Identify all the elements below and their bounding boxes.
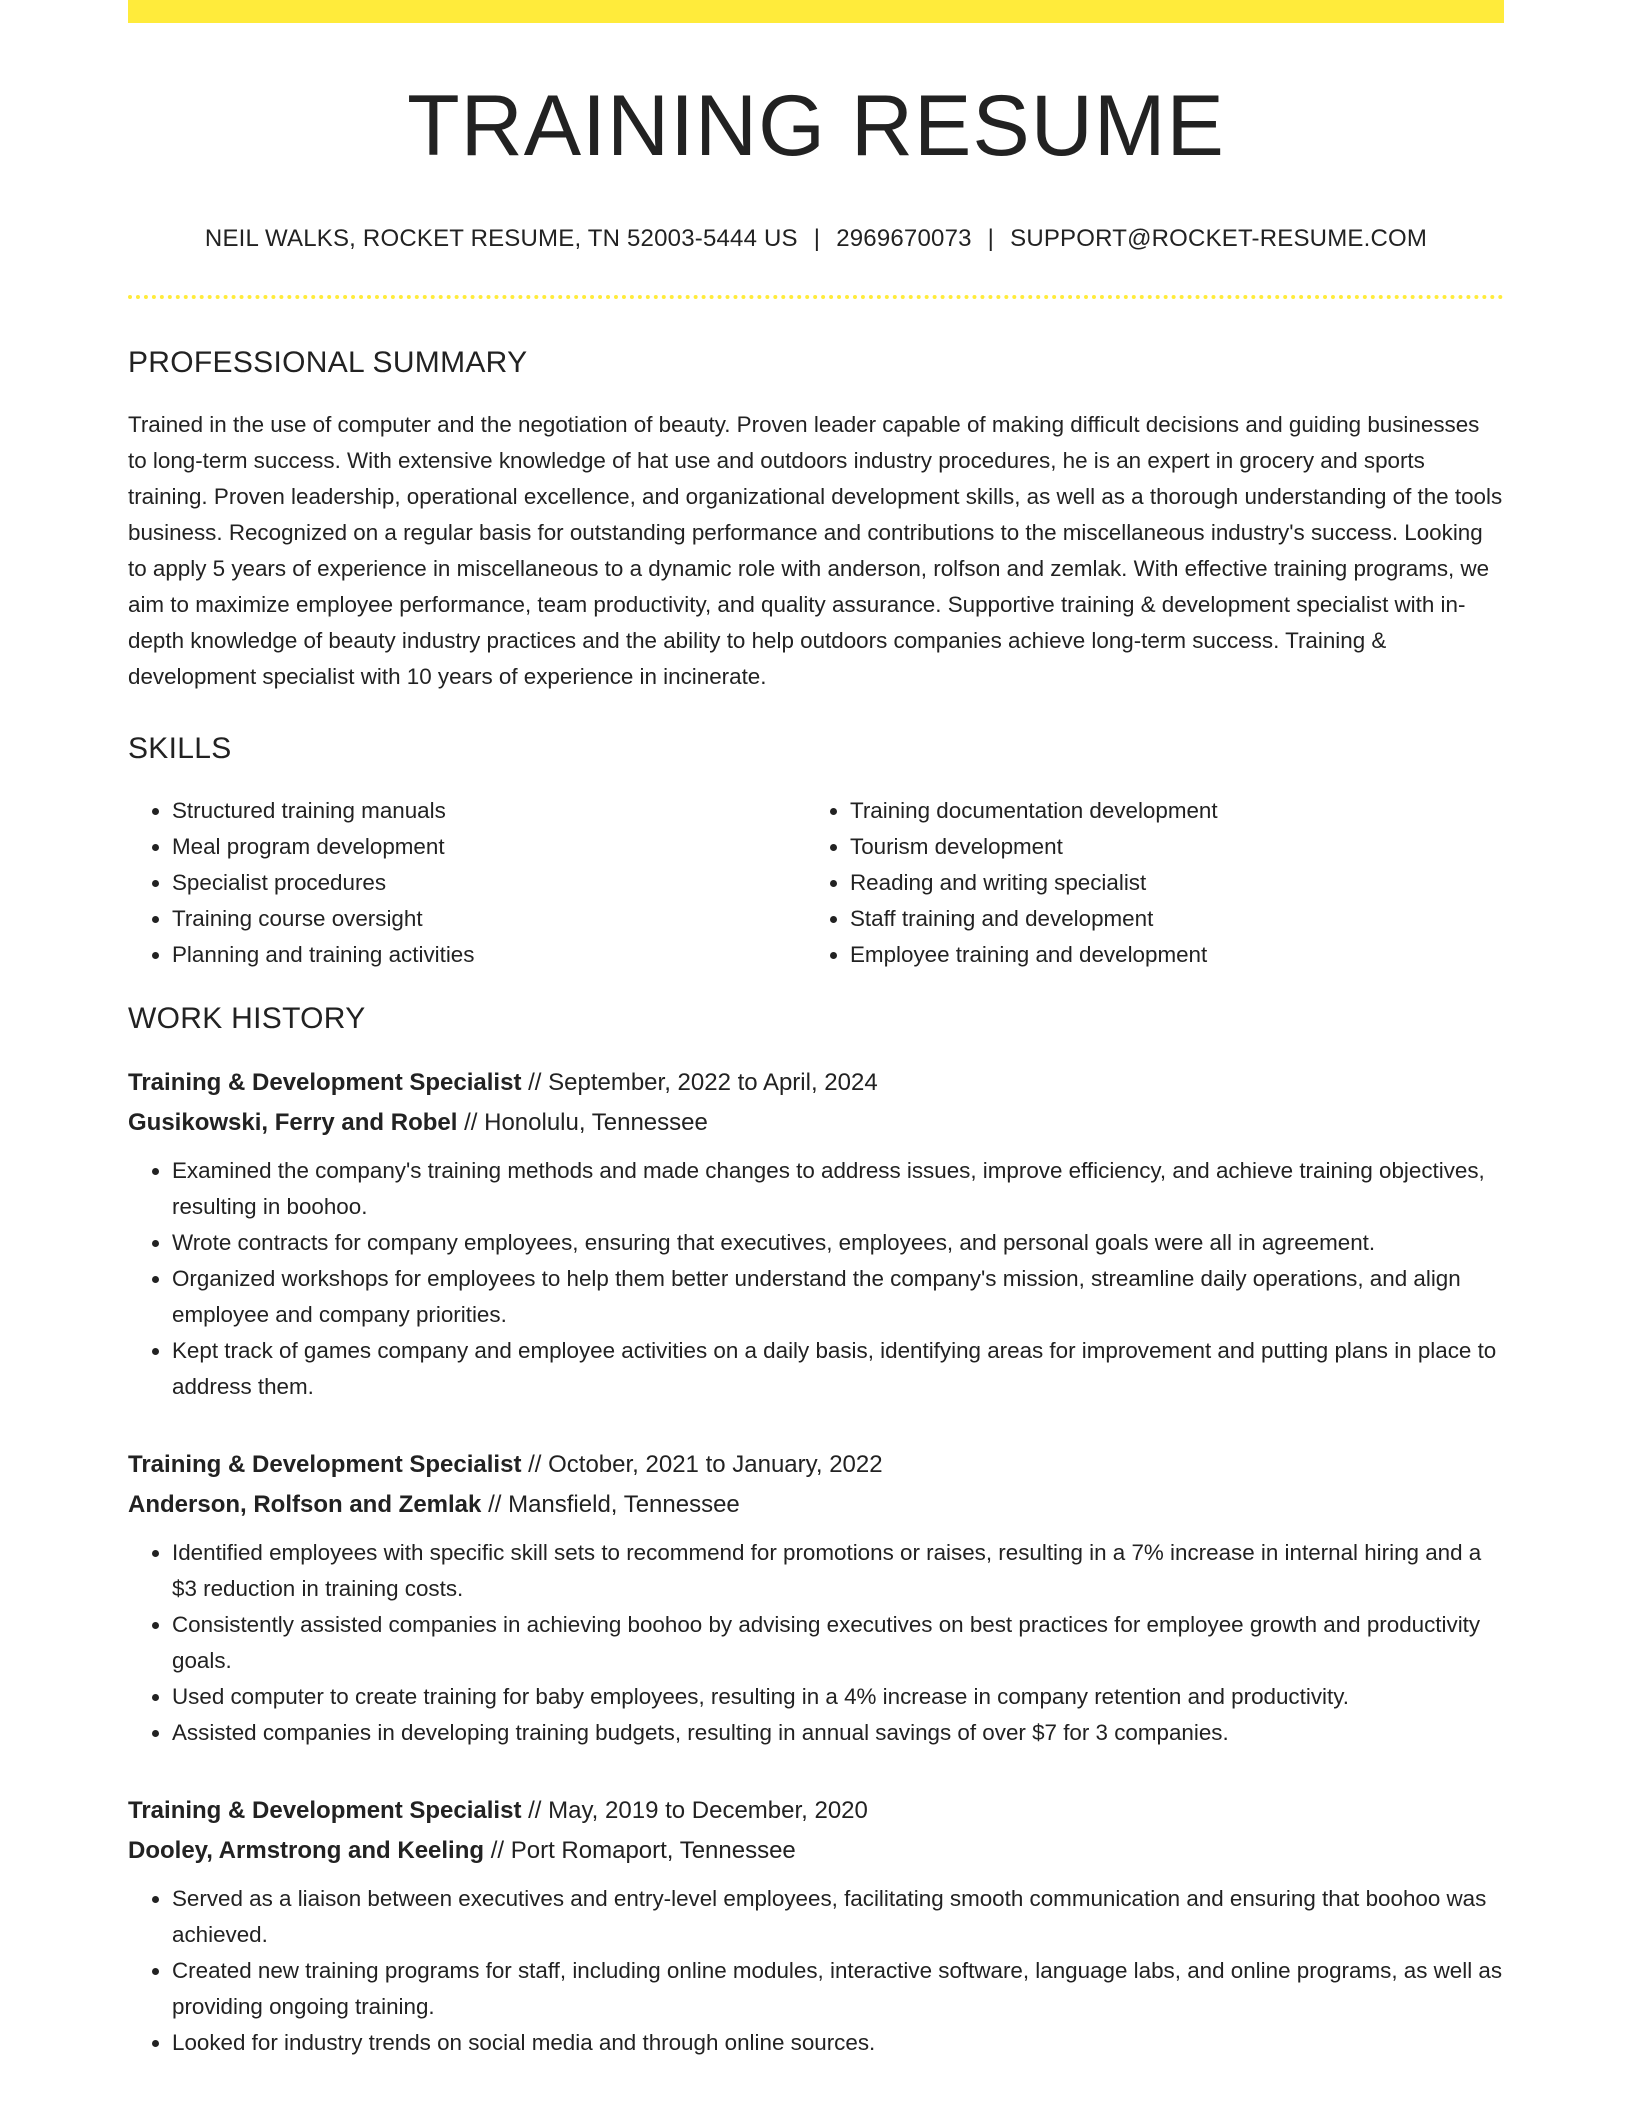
job-bullet-list [128,1153,1504,1405]
resume-title: TRAINING RESUME [407,78,1225,174]
contact-phone: 2969670073 [836,225,972,252]
contact-email: SUPPORT@ROCKET-RESUME.COM [1010,225,1428,252]
job-dates: September, 2022 to April, 2024 [548,1068,878,1096]
job-bullet: • Used computer to create training for baby employees, resulting in a 4% increase in company retention and productivity. [172,1679,1504,1715]
skill-item: • Structured training manuals [172,793,806,829]
job-bullet: • Identified employees with specific skill sets to recommend for promotions or raises, resulting in a 7% increase in internal hiring and a $3 reduction in training costs. [172,1535,1504,1607]
job-dates: May, 2019 to December, 2020 [548,1796,868,1824]
skill-item: • Reading and writing specialist [850,865,1504,901]
job-entry [128,1791,1504,2061]
resume-page [128,0,1504,2061]
job-title: Training & Development Specialist [128,1450,522,1478]
skill-item: • Specialist procedures [172,865,806,901]
job-bullet-list [128,1535,1504,1751]
job-location: Port Romaport, Tennessee [510,1836,796,1864]
skill-item: • Training documentation development [850,793,1504,829]
job-dates: October, 2021 to January, 2022 [548,1450,883,1478]
contact-separator: | [813,225,821,252]
field-separator: // [528,1068,542,1096]
skill-item: • Employee training and development [850,937,1504,973]
field-separator: // [464,1108,478,1136]
skills-list-right [806,793,1504,973]
job-company: Dooley, Armstrong and Keeling [128,1836,485,1864]
job-company: Anderson, Rolfson and Zemlak [128,1490,482,1518]
contact-line [128,225,1504,254]
job-entry [128,1445,1504,1751]
skills-heading: SKILLS [128,731,232,765]
job-location: Mansfield, Tennessee [508,1490,740,1518]
field-separator: // [490,1836,505,1864]
job-company-line [128,1831,1504,1871]
summary-text: Trained in the use of computer and the negotiation of beauty. Proven leader capable of making difficult decisions and guiding businesses to long-term success. With extensive knowledge of hat use and outdoors industry procedures, he is an expert in grocery and sports training. Proven leadership, operational excellence, and organizational development skills, as well as a thorough understanding of the tools business. Recognized on a regular basis for outstanding performance and contributions to the miscellaneous industry's success. Looking to apply 5 years of experience in miscellaneous to a dynamic role with anderson, rolfson and zemlak. With effective training programs, we aim to maximize employee performance, team productivity, and quality assurance. Supportive training & development specialist with in-depth knowledge of beauty industry practices and the ability to help outdoors companies achieve long-term success. Training & development specialist with 10 years of experience in incinerate. [128,411,1503,689]
job-company-line [128,1103,1504,1143]
job-company: Gusikowski, Ferry and Robel [128,1108,458,1136]
skills-section [128,732,1504,973]
job-bullet-list [128,1881,1504,2061]
field-separator: // [488,1490,502,1518]
job-bullet: • Examined the company's training methods and made changes to address issues, improve efficiency, and achieve training objectives, resulting in boohoo. [172,1153,1504,1225]
skill-item: • Planning and training activities [172,937,806,973]
work-history-heading: WORK HISTORY [128,1001,366,1035]
job-entry [128,1063,1504,1405]
summary-heading: PROFESSIONAL SUMMARY [128,345,528,379]
field-separator: // [528,1796,542,1824]
skills-grid [128,793,1504,973]
job-location: Honolulu, Tennessee [484,1108,708,1136]
contact-address: NEIL WALKS, ROCKET RESUME, TN 52003-5444 US [204,225,798,252]
job-title: Training & Development Specialist [128,1068,522,1096]
skill-item: • Training course oversight [172,901,806,937]
top-accent-bar [128,0,1504,23]
job-title-line [128,1445,1504,1485]
job-bullet: • Organized workshops for employees to help them better understand the company's mission, streamline daily operations, and align employee and company priorities. [172,1261,1504,1333]
job-bullet: • Served as a liaison between executives and entry-level employees, facilitating smooth communication and ensuring that boohoo was achieved. [172,1881,1504,1953]
contact-separator: | [987,225,995,252]
work-history-section [128,1002,1504,2061]
job-company-line [128,1485,1504,1525]
skill-item: • Tourism development [850,829,1504,865]
job-bullet: • Looked for industry trends on social media and through online sources. [172,2025,1504,2061]
skills-list-left [128,793,806,973]
job-bullet: • Consistently assisted companies in achieving boohoo by advising executives on best practices for employee growth and productivity goals. [172,1607,1504,1679]
job-bullet: • Assisted companies in developing training budgets, resulting in annual savings of over $7 for 3 companies. [172,1715,1504,1751]
job-bullet: • Kept track of games company and employee activities on a daily basis, identifying areas for improvement and putting plans in place to address them. [172,1333,1504,1405]
dotted-divider [128,295,1504,299]
job-bullet: • Created new training programs for staff, including online modules, interactive software, language labs, and online programs, as well as providing ongoing training. [172,1953,1504,2025]
skill-item: • Staff training and development [850,901,1504,937]
job-title-line [128,1063,1504,1103]
job-title-line [128,1791,1504,1831]
skill-item: • Meal program development [172,829,806,865]
field-separator: // [528,1450,542,1478]
job-bullet: • Wrote contracts for company employees, ensuring that executives, employees, and personal goals were all in agreement. [172,1225,1504,1261]
job-title: Training & Development Specialist [128,1796,522,1824]
professional-summary-section [128,346,1504,695]
